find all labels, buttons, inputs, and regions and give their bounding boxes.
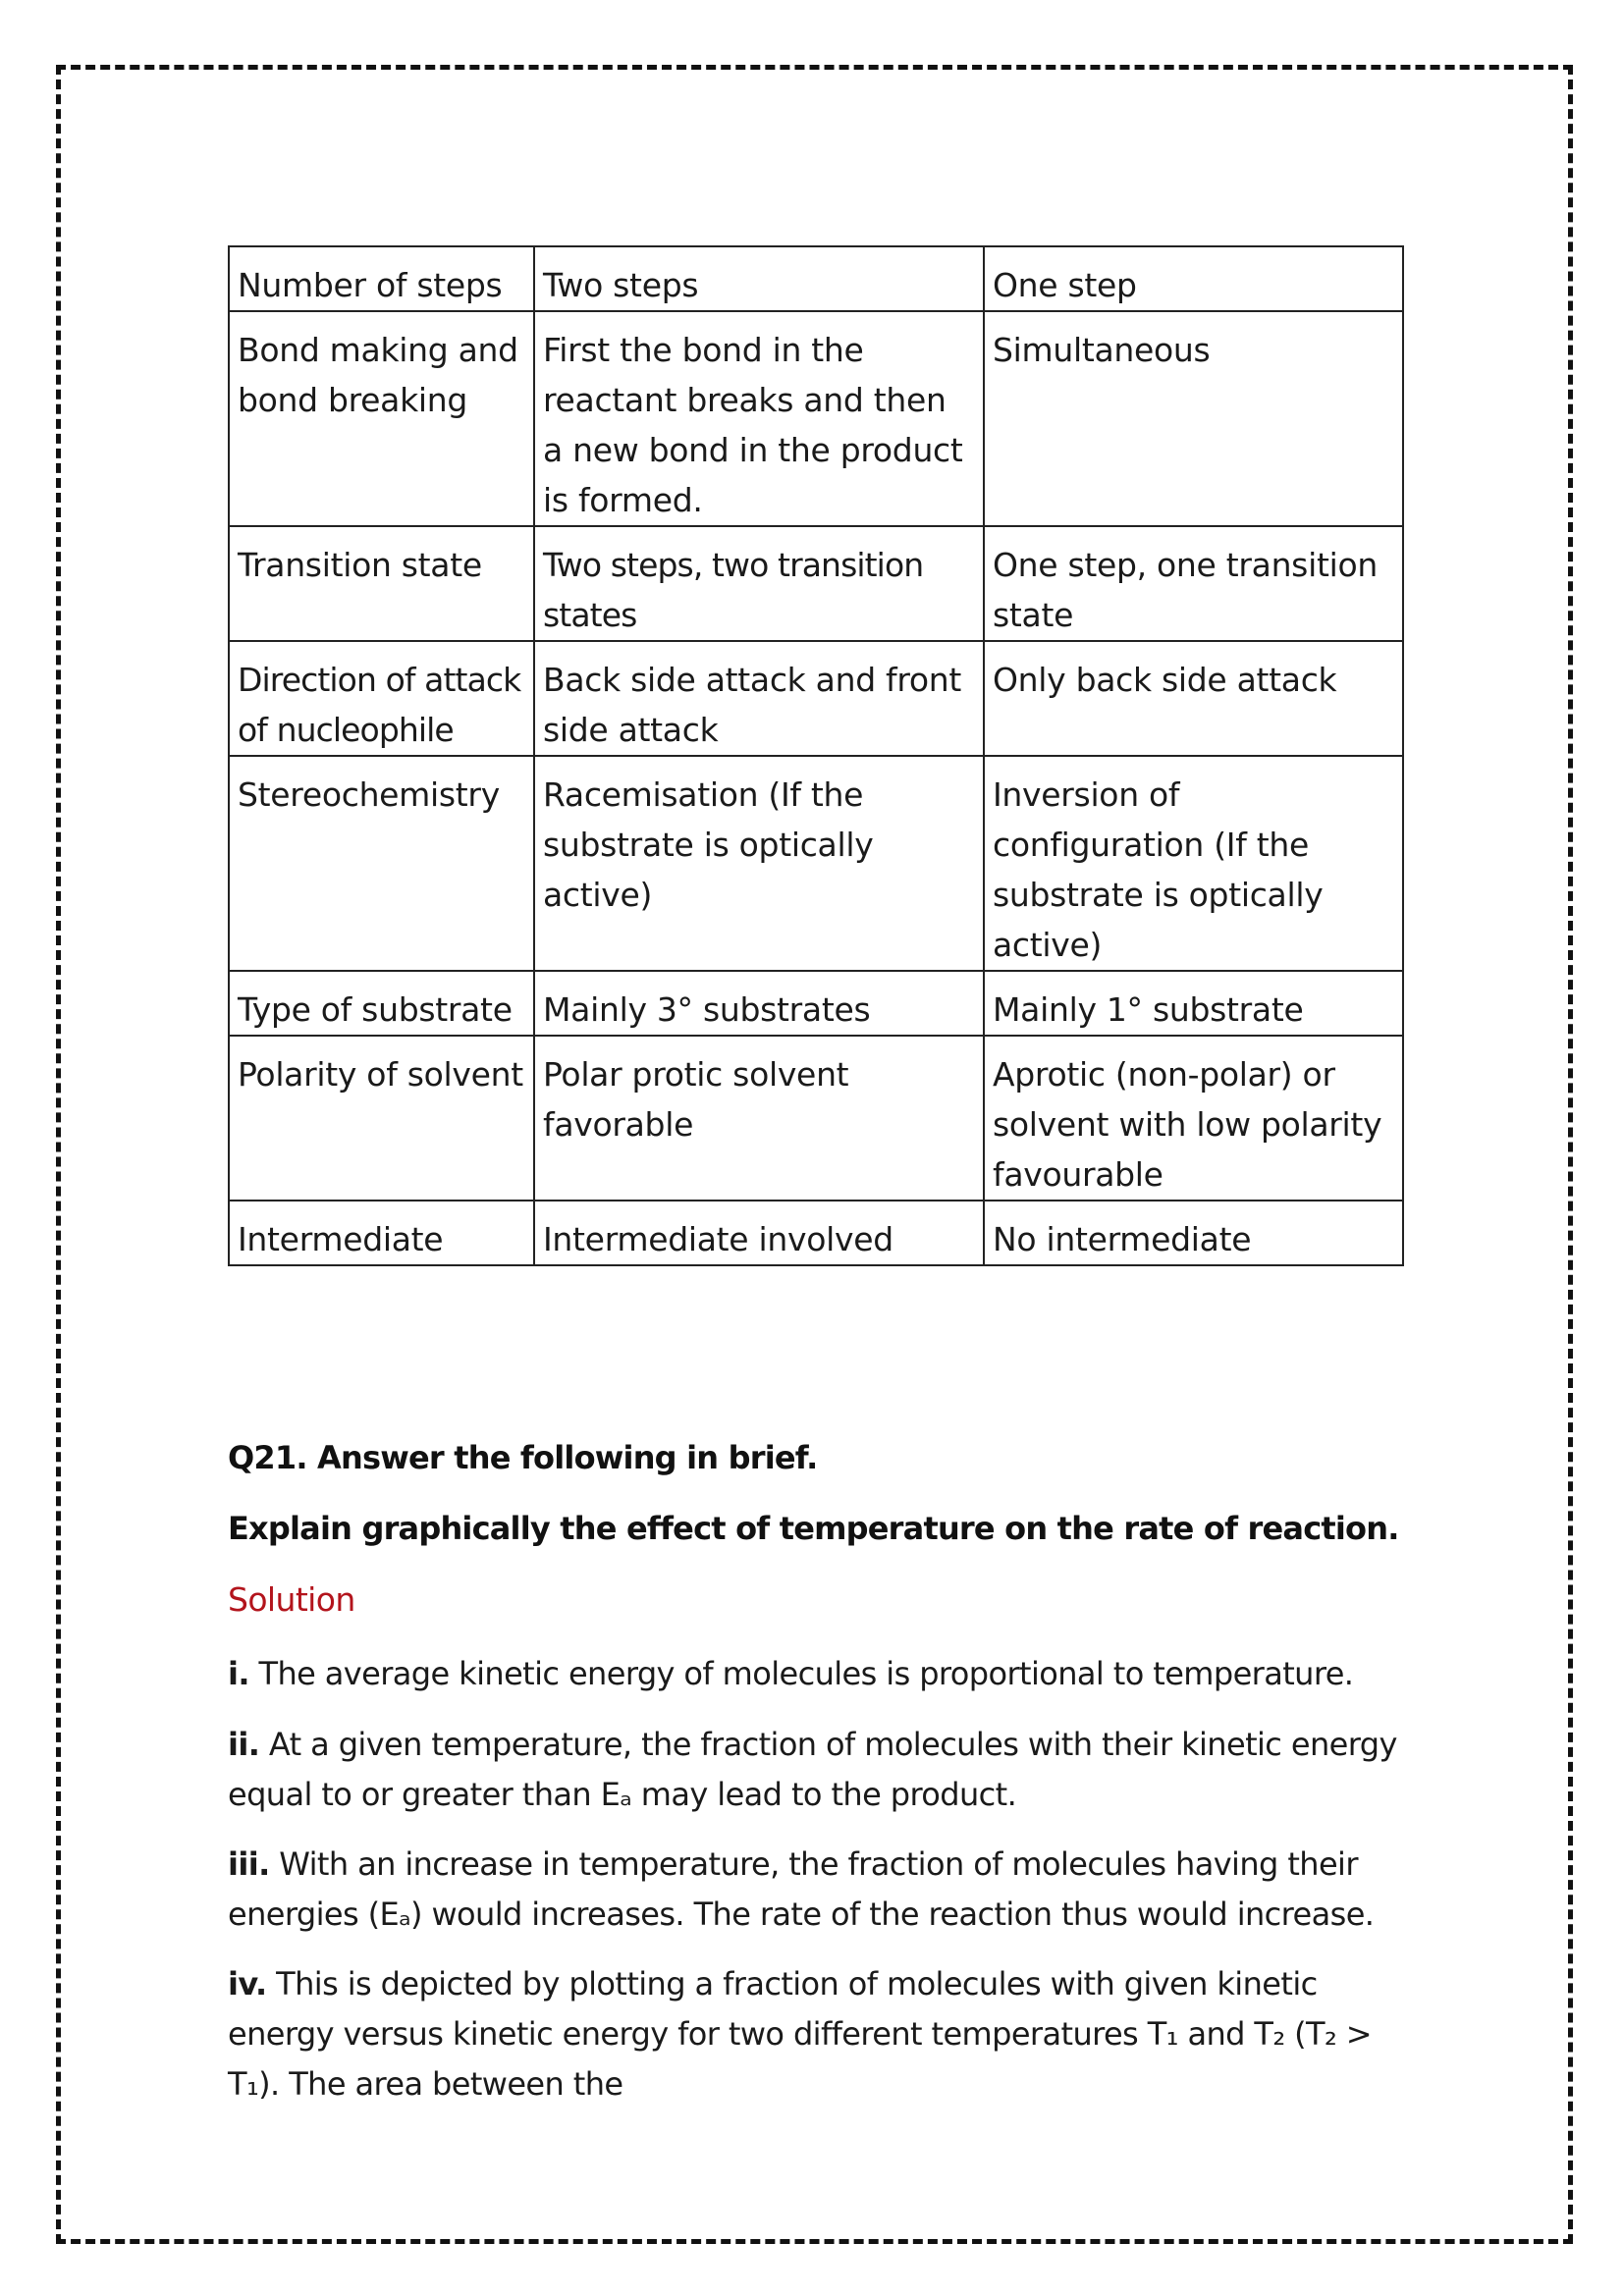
point-number: ii. xyxy=(228,1726,260,1763)
solution-label: Solution xyxy=(228,1580,355,1619)
point-text: The average kinetic energy of molecules is proportional to temperature. xyxy=(248,1655,1354,1692)
table-cell: Intermediate involved xyxy=(534,1201,984,1265)
solution-point xyxy=(228,1720,1406,1820)
table-cell: Two steps, two transition states xyxy=(534,526,984,641)
point-number: iv. xyxy=(228,1965,267,2002)
table-row xyxy=(229,756,1403,971)
point-text: With an increase in temperature, the fraction of molecules having their energies (Eₐ) would increases. The rate of the reaction thus would increase. xyxy=(228,1845,1375,1933)
table-cell: Back side attack and front side attack xyxy=(534,641,984,756)
table-cell: Number of steps xyxy=(229,246,534,311)
table-cell: No intermediate xyxy=(984,1201,1403,1265)
table-cell: Polarity of solvent xyxy=(229,1036,534,1201)
table-cell: Simultaneous xyxy=(984,311,1403,526)
table-cell: Only back side attack xyxy=(984,641,1403,756)
table-row xyxy=(229,641,1403,756)
table-row xyxy=(229,526,1403,641)
comparison-table xyxy=(228,245,1404,1266)
table-cell: Polar protic solvent favorable xyxy=(534,1036,984,1201)
table-cell: Aprotic (non-polar) or solvent with low polarity favourable xyxy=(984,1036,1403,1201)
comparison-table-container xyxy=(228,245,1402,1266)
question-title: Q21. Answer the following in brief. xyxy=(228,1439,818,1476)
table-cell: Intermediate xyxy=(229,1201,534,1265)
table-row xyxy=(229,1036,1403,1201)
table-cell: Mainly 1° substrate xyxy=(984,971,1403,1036)
table-cell: Direction of attack of nucleophile xyxy=(229,641,534,756)
point-text: This is depicted by plotting a fraction of molecules with given kinetic energy versus kinetic energy for two different temperatures T₁ and T₂ (T₂ > T₁). The area between the xyxy=(228,1965,1373,2103)
table-cell: Mainly 3° substrates xyxy=(534,971,984,1036)
table-row xyxy=(229,971,1403,1036)
point-number: i. xyxy=(228,1655,249,1692)
table-cell: One step xyxy=(984,246,1403,311)
table-cell: Inversion of configuration (If the substrate is optically active) xyxy=(984,756,1403,971)
table-row xyxy=(229,1201,1403,1265)
table-cell: Two steps xyxy=(534,246,984,311)
point-number: iii. xyxy=(228,1845,270,1883)
table-cell: Stereochemistry xyxy=(229,756,534,971)
table-cell: One step, one transition state xyxy=(984,526,1403,641)
question-prompt: Explain graphically the effect of temperature on the rate of reaction. xyxy=(228,1510,1399,1547)
point-text: At a given temperature, the fraction of molecules with their kinetic energy equal to or greater than Eₐ may lead to the product. xyxy=(228,1726,1397,1813)
table-cell: Racemisation (If the substrate is optically active) xyxy=(534,756,984,971)
solution-point xyxy=(228,1959,1406,2109)
solution-point xyxy=(228,1649,1406,1699)
table-cell: First the bond in the reactant breaks and then a new bond in the product is formed. xyxy=(534,311,984,526)
solution-point xyxy=(228,1840,1406,1940)
table-row xyxy=(229,311,1403,526)
table-cell: Bond making and bond breaking xyxy=(229,311,534,526)
table-cell: Type of substrate xyxy=(229,971,534,1036)
table-row xyxy=(229,246,1403,311)
table-cell: Transition state xyxy=(229,526,534,641)
